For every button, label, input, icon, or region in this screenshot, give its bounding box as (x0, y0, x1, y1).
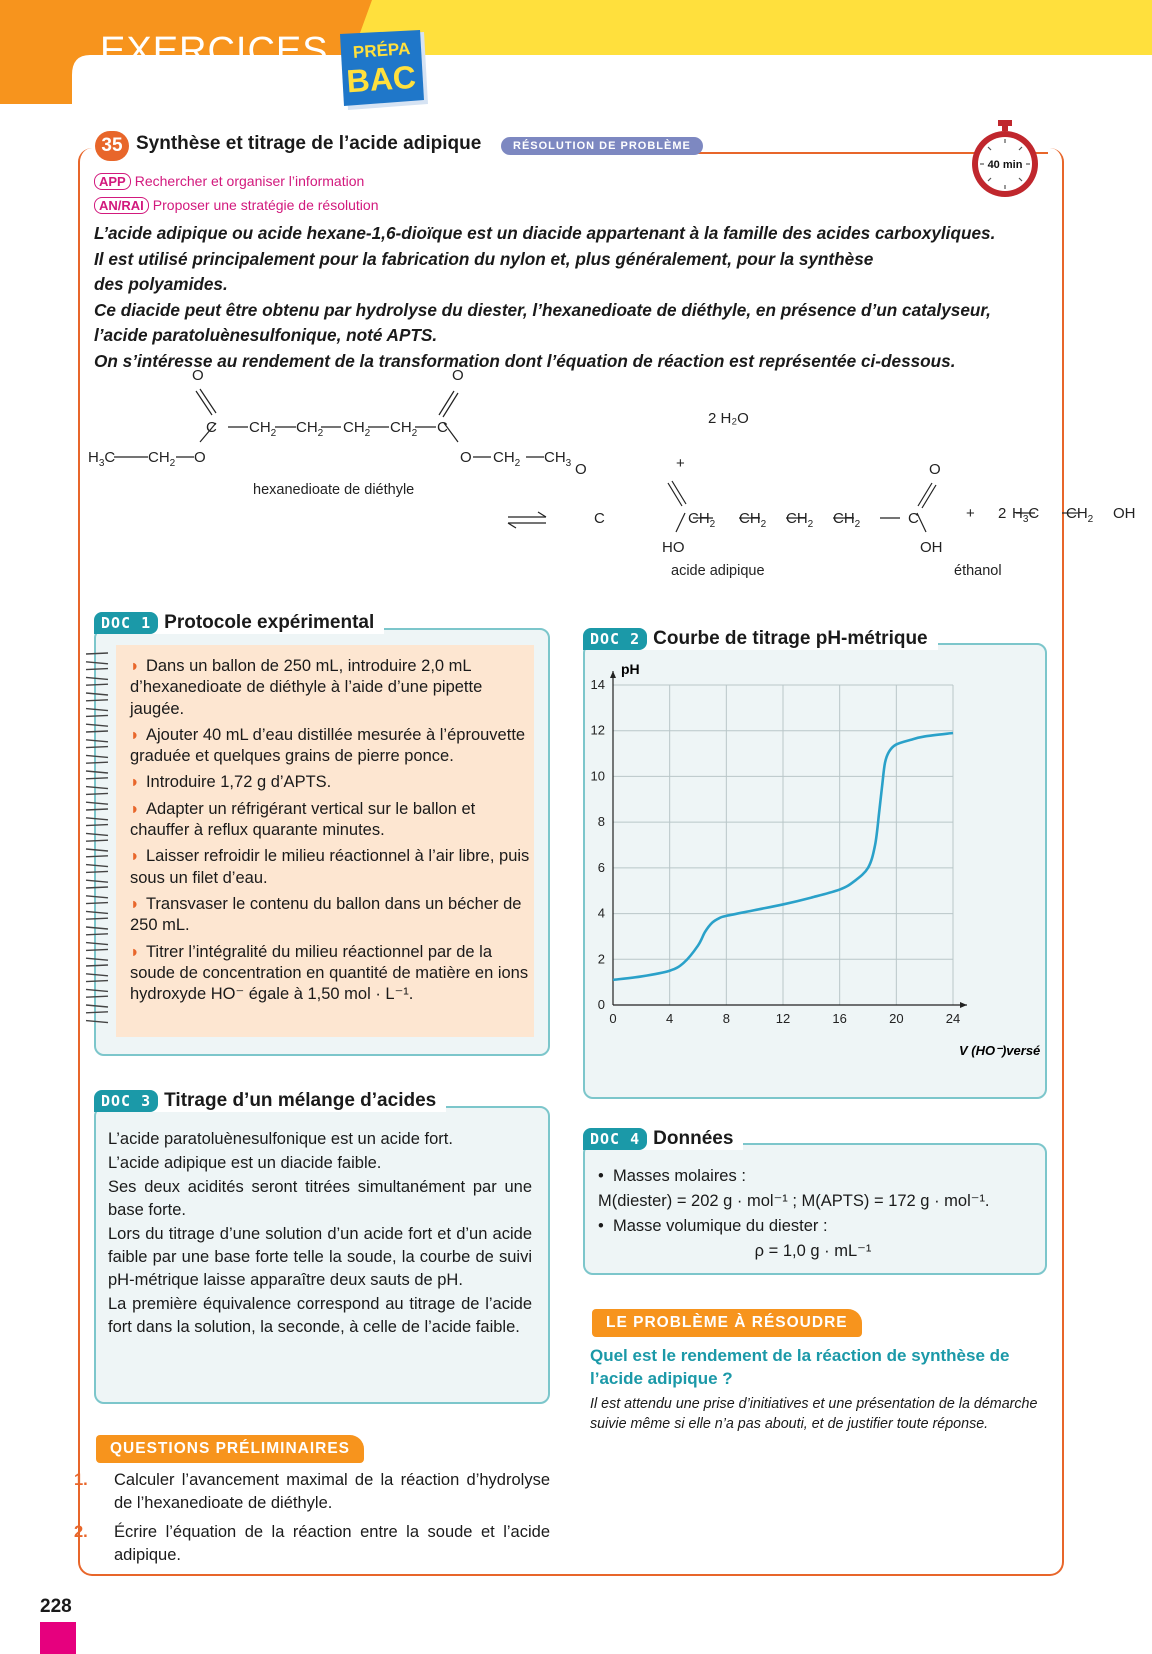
exercise-intro (94, 221, 1054, 374)
bullet-icon: ◗ (130, 894, 140, 913)
list-item (130, 656, 530, 720)
titration-chart (583, 650, 1043, 1090)
data-bullet: • Masses molaires : (598, 1167, 746, 1185)
intro-line: On s’intéresse au rendement de la transformation dont l’équation de réaction est représentée ci-dessous. (94, 350, 956, 371)
svg-text:CH2: $CH_2$ (833, 510, 861, 530)
svg-text:H3C: $H_3C$ (88, 449, 116, 469)
y-tick-label: 6 (597, 859, 605, 875)
doc4-title: Données (653, 1128, 734, 1149)
doc3-paragraph: L’acide adipique est un diacide faible. (108, 1154, 382, 1172)
doc4-body (598, 1164, 1028, 1264)
y-axis-arrow (610, 671, 616, 678)
intro-line: L’acide adipique ou acide hexane-1,6-dioïque est un diacide appartenant à la famille des acides carboxyliques. (94, 223, 996, 243)
doc3-body (108, 1128, 532, 1340)
svg-text:O: O (575, 461, 587, 478)
svg-text:O: O (192, 367, 204, 384)
svg-text:C: C (908, 510, 919, 527)
svg-text:CH2: $CH_2$ (249, 419, 277, 439)
molar-masses: M(diester) = 202 g · mol⁻¹ ; M(APTS) = 172 g · mol⁻¹. (598, 1192, 990, 1210)
chart-ticks (591, 677, 961, 1026)
doc3-title: Titrage d’un mélange d’acides (164, 1090, 437, 1111)
question-item: 1. Calculer l’avancement maximal de la réaction d’hydrolyse de l’hexanedioate de diéthyle. (74, 1471, 550, 1512)
skill-code: APP (94, 173, 131, 190)
bullet-icon: ◗ (130, 725, 140, 744)
svg-text:CH2: $CH_2$ (148, 449, 176, 469)
doc2-title: Courbe de titrage pH-métrique (653, 628, 928, 649)
page-marker (40, 1622, 76, 1654)
problem-tag: LE PROBLÈME À RÉSOUDRE (592, 1309, 862, 1337)
doc2-header (583, 628, 938, 650)
y-tick-label: 0 (597, 997, 605, 1012)
reaction-equation-diagram (88, 367, 1136, 580)
problem-note: Il est attendu une prise d’initiatives et une présentation de la démarche suivie même si elle n’a pas abouti, et de justifier toute réponse. (590, 1396, 1038, 1432)
svg-text:O: O (929, 461, 941, 478)
plus-sign: + (676, 455, 685, 472)
adipic-acid-label: acide adipique (671, 563, 765, 579)
intro-line: des polyamides. (94, 274, 228, 294)
doc1-header (94, 612, 384, 634)
x-tick-label: 20 (889, 1011, 904, 1026)
svg-text:C: C (594, 510, 605, 527)
x-tick-label: 12 (775, 1011, 791, 1026)
chart-grid (613, 685, 953, 1005)
doc4-tag: DOC 4 (583, 1128, 647, 1150)
problem-question: Quel est le rendement de la réaction de synthèse de l’acide adipique ? (590, 1346, 1010, 1388)
svg-text:CH2: $CH_2$ (688, 510, 716, 530)
y-tick-label: 12 (590, 722, 605, 738)
exercise-title: Synthèse et titrage de l’acide adipique (136, 133, 482, 154)
data-bullet: • Masse volumique du diester : (598, 1217, 828, 1235)
svg-text:O: O (460, 449, 472, 466)
list-item (130, 846, 530, 889)
step-text: Ajouter 40 mL d’eau distillée mesurée à l’éprouvette graduée et quelques grains de pierre ponce. (130, 725, 526, 766)
list-item (130, 799, 530, 842)
list-item (130, 725, 530, 768)
y-tick-label: 4 (597, 905, 605, 921)
water-term: 2 H₂O (708, 410, 749, 427)
svg-text:CH2: $CH_2$ (296, 419, 324, 439)
bullet-icon: ◗ (130, 773, 140, 792)
y-tick-label: 10 (590, 768, 605, 784)
skill-code: AN/RAI (94, 197, 149, 214)
doc3-paragraph: L’acide paratoluènesulfonique est un acide fort. (108, 1130, 453, 1148)
doc1-title: Protocole expérimental (164, 612, 375, 633)
svg-text:CH2: $CH_2$ (493, 449, 521, 469)
svg-text:C: C (437, 419, 448, 436)
svg-text:CH2: $CH_2$ (390, 419, 418, 439)
exercise-number: 35 (95, 131, 129, 161)
x-tick-label: 24 (945, 1011, 961, 1026)
x-tick-label: 4 (666, 1011, 674, 1026)
preliminary-questions (74, 1469, 550, 1573)
doc2-tag: DOC 2 (583, 628, 647, 650)
stopwatch-icon (968, 118, 1042, 198)
intro-line: Il est utilisé principalement pour la fabrication du nylon et, plus généralement, pour la synthèse (94, 248, 874, 269)
skill-app (94, 173, 364, 190)
y-tick-label: 14 (590, 677, 605, 692)
x-tick-label: 8 (722, 1011, 730, 1026)
chart-axes (610, 671, 967, 1008)
diester-label: hexanedioate de diéthyle (253, 482, 415, 498)
intro-line: l’acide paratoluènesulfonique, noté APTS. (94, 325, 438, 345)
svg-text:CH2: $CH_2$ (786, 510, 814, 530)
step-text: Titrer l’intégralité du milieu réactionnel par de la soude de concentration en quantité de matière en ions hydroxyde HO⁻ égale à 1,50 mol · L⁻¹. (130, 942, 529, 1004)
svg-text:OH: OH (920, 539, 943, 556)
badge-line1: PRÉPA (352, 39, 411, 62)
section-title: EXERCICES (100, 30, 329, 72)
x-axis-arrow (960, 1002, 967, 1008)
step-text: Dans un ballon de 250 mL, introduire 2,0 mL d’hexanedioate de diéthyle à l’aide d’une pipette jaugée. (130, 657, 483, 718)
exercise-type-tag: RÉSOLUTION DE PROBLÈME (501, 137, 703, 155)
skill-label: Proposer une stratégie de résolution (152, 197, 379, 213)
svg-text:HO: HO (662, 539, 685, 556)
doc1-tag: DOC 1 (94, 612, 158, 634)
question-item: 2. Écrire l’équation de la réaction entre la soude et l’acide adipique. (74, 1523, 550, 1564)
skill-label: Rechercher et organiser l’information (134, 173, 365, 189)
x-tick-label: 16 (832, 1011, 847, 1026)
ethanol-coef: 2 (998, 505, 1007, 522)
svg-text:O: O (452, 367, 464, 384)
list-item (130, 772, 530, 793)
step-text: Laisser refroidir le milieu réactionnel à l’air libre, puis sous un filet d’eau. (130, 847, 530, 887)
notepad-spiral-icon (86, 650, 112, 1028)
intro-line: Ce diacide peut être obtenu par hydrolyse du diester, l’hexanedioate de diéthyle, en présence d’un catalyseur, (94, 299, 991, 320)
y-tick-label: 2 (597, 951, 605, 967)
prepa-bac-badge (338, 30, 430, 112)
list-item (130, 942, 530, 1006)
page-number: 228 (40, 1596, 72, 1617)
svg-text:CH2: $CH_2$ (1066, 505, 1094, 525)
doc4-header (583, 1128, 743, 1150)
svg-text:CH2: $CH_2$ (343, 419, 371, 439)
bullet-icon: ◗ (130, 847, 140, 866)
step-text: Introduire 1,72 g d’APTS. (145, 773, 332, 792)
preliminary-tag: QUESTIONS PRÉLIMINAIRES (96, 1435, 364, 1463)
doc3-paragraph: Lors du titrage d’une solution d’un acide fort et d’un acide faible par une base forte telle la soude, la courbe de suivi pH-métrique laisse apparaître deux sauts de pH. (108, 1225, 532, 1289)
svg-text:H3C: $H_3C$ (1012, 505, 1040, 525)
svg-text:O: O (194, 449, 206, 466)
doc3-paragraph: La première équivalence correspond au titrage de l’acide fort dans la solution, la seconde, à celle de l’acide faible. (108, 1295, 532, 1336)
bullet-icon: ◗ (130, 799, 140, 818)
badge-line2: BAC (345, 58, 418, 100)
list-item (130, 894, 530, 937)
doc1-steps (130, 656, 530, 1010)
timer-label: 40 min (987, 159, 1023, 171)
svg-text:OH: OH (1113, 505, 1136, 522)
doc3-tag: DOC 3 (94, 1090, 158, 1112)
y-tick-label: 8 (597, 814, 605, 830)
doc3-paragraph: Ses deux acidités seront titrées simultanément par une base forte. (108, 1178, 532, 1219)
svg-text:C: C (206, 419, 217, 436)
y-axis-label: pH (621, 661, 640, 677)
ethanol-label: éthanol (954, 563, 1002, 579)
step-text: Transvaser le contenu du ballon dans un bécher de 250 mL. (130, 894, 522, 935)
svg-text:CH3: $CH_3$ (544, 449, 572, 469)
step-text: Adapter un réfrigérant vertical sur le ballon et chauffer à reflux quarante minutes. (130, 799, 476, 840)
bullet-icon: ◗ (130, 657, 140, 675)
svg-text:CH2: $CH_2$ (739, 510, 767, 530)
x-axis-label: V (HO⁻)versé (959, 1043, 1041, 1058)
bullet-icon: ◗ (130, 942, 140, 961)
doc3-header (94, 1090, 446, 1112)
density-value: ρ = 1,0 g · mL⁻¹ (754, 1242, 872, 1260)
plus-sign-2: + (966, 505, 975, 522)
x-tick-label: 0 (609, 1011, 617, 1026)
skill-anrai (94, 197, 378, 214)
